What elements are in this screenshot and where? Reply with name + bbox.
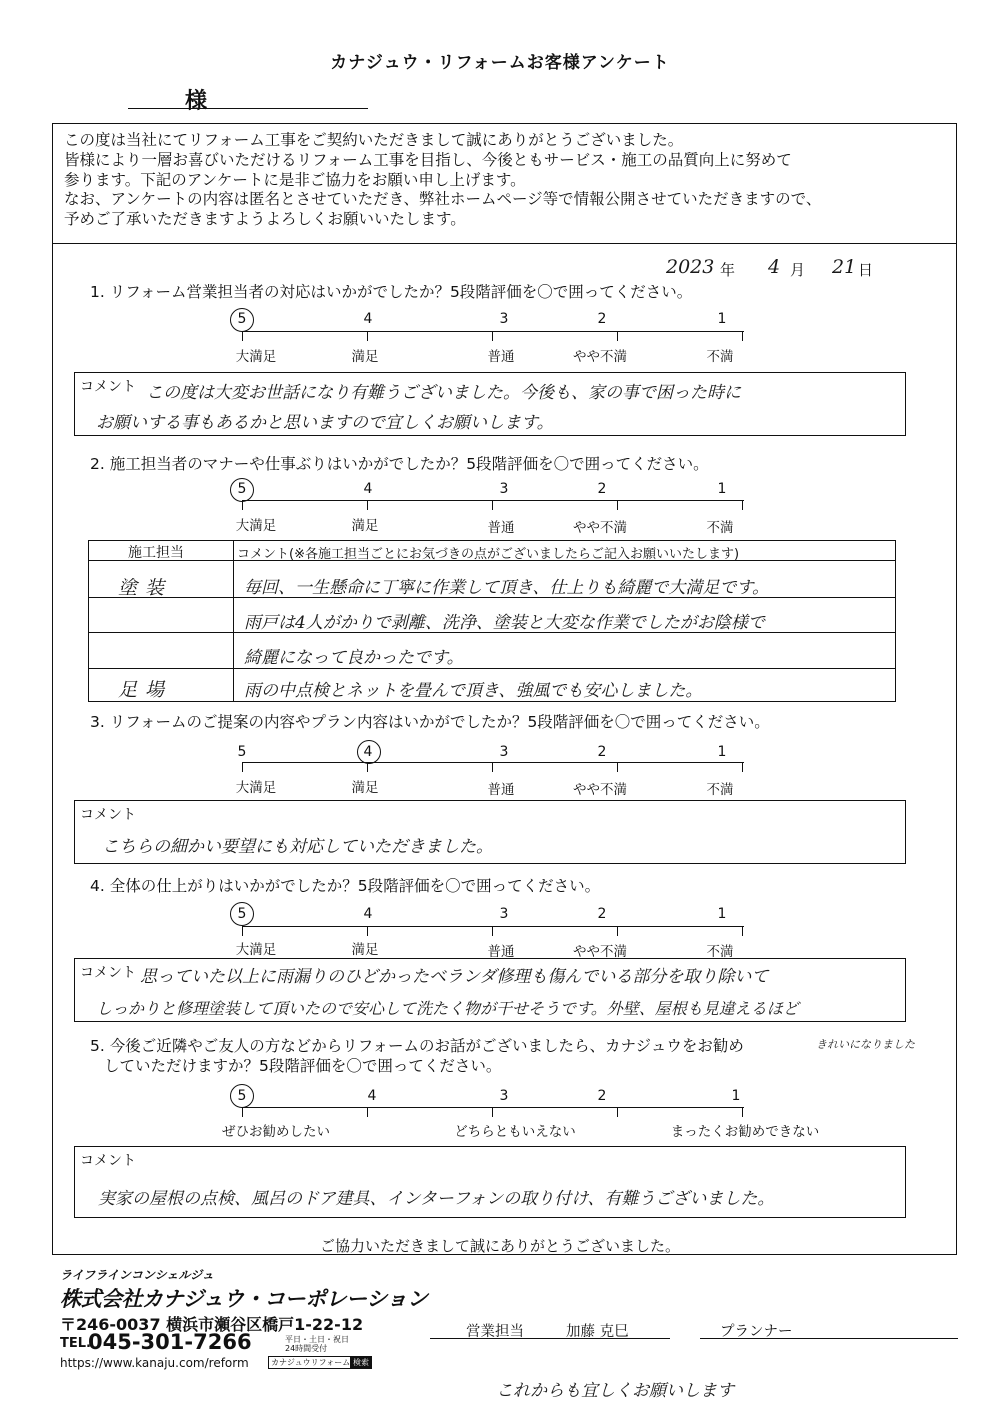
comment-label: コメント bbox=[80, 379, 136, 395]
sales-label: 営業担当 bbox=[466, 1324, 524, 1340]
scale-tick bbox=[492, 1107, 493, 1117]
scale-number: 3 bbox=[499, 481, 509, 497]
scale-number: 3 bbox=[499, 744, 509, 760]
scale-number: 4 bbox=[363, 906, 373, 922]
rating-scale-line bbox=[242, 1107, 744, 1108]
selected-rating-circle[interactable] bbox=[357, 740, 381, 764]
scale-label: 大満足 bbox=[235, 780, 277, 796]
thanks-message: ご協力いただきまして誠にありがとうございました。 bbox=[319, 1237, 680, 1255]
table-row-role: 塗装 bbox=[118, 577, 173, 599]
comment-label: コメント bbox=[80, 965, 136, 981]
scale-tick bbox=[242, 1107, 243, 1117]
scale-tick bbox=[367, 1107, 368, 1117]
handwritten-comment: 実家の屋根の点検、風呂のドア建具、インターフォンの取り付け、有難うございました。 bbox=[98, 1189, 775, 1209]
scale-tick bbox=[492, 762, 493, 772]
question-3: 3. リフォームのご提案の内容やプラン内容はいかがでしたか？5段階評価を〇で囲ってください。 bbox=[90, 713, 770, 731]
question-2: 2. 施工担当者のマナーや仕事ぶりはいかがでしたか？5段階評価を〇で囲ってください。 bbox=[90, 455, 709, 473]
comment-label: コメント bbox=[80, 807, 136, 823]
scale-label: やや不満 bbox=[573, 349, 627, 365]
intro-divider bbox=[52, 243, 957, 244]
table-row-comment: 綺麗になって良かったです。 bbox=[244, 648, 464, 668]
scale-label: 満足 bbox=[351, 518, 379, 534]
date-day: 21 bbox=[832, 256, 857, 278]
intro-line: 予めご了承いただきますようよろしくお願いいたします。 bbox=[64, 210, 466, 229]
scale-number: 1 bbox=[717, 906, 727, 922]
scale-number: 1 bbox=[717, 311, 727, 327]
scale-number: 1 bbox=[731, 1088, 741, 1104]
rating-scale-line bbox=[242, 762, 744, 763]
scale-number: 3 bbox=[499, 1088, 509, 1104]
scale-tick bbox=[617, 500, 618, 510]
scale-tick bbox=[492, 500, 493, 510]
company-address: 〒246-0037 横浜市瀬谷区橋戸1-22-12 bbox=[60, 1315, 364, 1334]
handwritten-comment: 思っていた以上に雨漏りのひどかったベランダ修理も傷んでいる部分を取り除いて bbox=[140, 967, 769, 987]
scale-label: やや不満 bbox=[573, 520, 627, 536]
survey-title: カナジュウ・リフォームお客様アンケート bbox=[330, 53, 670, 73]
scale-number: 5 bbox=[237, 481, 247, 497]
business-hours: 平日・土日・祝日 24時間受付 bbox=[285, 1335, 349, 1353]
company-phone: 045-301-7266 bbox=[88, 1330, 252, 1354]
scale-label: 普通 bbox=[487, 349, 515, 365]
search-badge: 検索 bbox=[350, 1356, 372, 1369]
comment-label: コメント bbox=[80, 1153, 136, 1169]
date-month: 4 bbox=[768, 256, 781, 278]
rating-scale-line bbox=[242, 331, 744, 332]
intro-line: 皆様により一層お喜びいただけるリフォーム工事を目指し、今後ともサービス・施工の品質向上に努めて bbox=[64, 150, 792, 169]
customer-name-line bbox=[128, 108, 368, 109]
scale-label: 不満 bbox=[706, 349, 734, 365]
table-row-comment: 雨戸は4人がかりで剥離、洗浄、塗装と大変な作業でしたがお陰様で bbox=[244, 613, 765, 633]
scale-label: 大満足 bbox=[235, 942, 277, 958]
scale-tick bbox=[367, 500, 368, 510]
scale-label: やや不満 bbox=[573, 944, 627, 960]
scale-label: 大満足 bbox=[235, 349, 277, 365]
intro-line: なお、アンケートの内容は匿名とさせていただき、弊社ホームページ等で情報公開させていただきますので、 bbox=[64, 190, 822, 209]
scale-number: 3 bbox=[499, 906, 509, 922]
scale-tick bbox=[492, 926, 493, 936]
scale-label: 普通 bbox=[487, 520, 515, 536]
rating-scale-line bbox=[242, 500, 744, 501]
scale-tick bbox=[242, 331, 243, 341]
date-day-unit: 日 bbox=[858, 261, 874, 279]
table-header-contractor: 施工担当 bbox=[128, 545, 184, 561]
scale-label: 満足 bbox=[351, 780, 379, 796]
scale-label: どちらともいえない bbox=[454, 1124, 576, 1140]
scale-tick bbox=[742, 500, 743, 510]
scale-tick bbox=[492, 331, 493, 341]
intro-line: この度は当社にてリフォーム工事をご契約いただきまして誠にありがとうございました。 bbox=[64, 131, 684, 149]
scale-number: 3 bbox=[499, 311, 509, 327]
scale-number: 4 bbox=[363, 481, 373, 497]
question-5-line1: 5. 今後ご近隣やご友人の方などからリフォームのお話がございましたら、カナジュウをお勧め bbox=[90, 1037, 744, 1055]
scale-tick bbox=[242, 762, 243, 772]
scale-tick bbox=[617, 1107, 618, 1117]
question-1: 1. リフォーム営業担当者の対応はいかがでしたか？5段階評価を〇で囲ってください。 bbox=[90, 283, 693, 301]
date-month-unit: 月 bbox=[790, 261, 806, 279]
scale-tick bbox=[742, 762, 743, 772]
scale-number: 5 bbox=[237, 311, 247, 327]
scale-number: 2 bbox=[597, 744, 607, 760]
handwritten-comment: こちらの細かい要望にも対応していただきました。 bbox=[102, 837, 493, 857]
tel-prefix: TEL. bbox=[60, 1336, 91, 1351]
scale-label: やや不満 bbox=[573, 782, 627, 798]
scale-label: 満足 bbox=[351, 942, 379, 958]
scale-tick bbox=[617, 331, 618, 341]
sales-name: 加藤 克巳 bbox=[566, 1324, 629, 1340]
scale-number: 4 bbox=[367, 1088, 377, 1104]
selected-rating-circle[interactable] bbox=[230, 478, 254, 502]
scale-tick bbox=[742, 926, 743, 936]
table-row-divider bbox=[88, 668, 896, 669]
closing-handwritten-note: これからも宜しくお願いします bbox=[496, 1381, 734, 1401]
scale-number: 4 bbox=[363, 311, 373, 327]
scale-label: ぜひお勧めしたい bbox=[222, 1124, 330, 1140]
company-tagline: ライフラインコンシェルジュ bbox=[60, 1268, 214, 1282]
handwritten-comment: しっかりと修理塗装して頂いたので安心して洗たく物が干せそうです。外壁、屋根も見違えるほど bbox=[96, 999, 799, 1018]
scale-tick bbox=[617, 762, 618, 772]
scale-label: 不満 bbox=[706, 944, 734, 960]
scale-number: 1 bbox=[717, 481, 727, 497]
date-year-unit: 年 bbox=[720, 261, 736, 279]
scale-label: 満足 bbox=[351, 349, 379, 365]
scale-label: 不満 bbox=[706, 520, 734, 536]
scale-number: 2 bbox=[597, 1088, 607, 1104]
table-row-comment: 雨の中点検とネットを畳んで頂き、強風でも安心しました。 bbox=[244, 681, 703, 701]
scale-tick bbox=[742, 331, 743, 341]
scale-number: 2 bbox=[597, 311, 607, 327]
scale-number: 5 bbox=[237, 1088, 247, 1104]
scale-tick bbox=[242, 926, 243, 936]
table-header-comment: コメント(※各施工担当ごとにお気づきの点がございましたらご記入お願いいたします) bbox=[237, 547, 740, 562]
selected-rating-circle[interactable] bbox=[230, 902, 254, 926]
scale-number: 1 bbox=[717, 744, 727, 760]
handwritten-comment: きれいになりました bbox=[816, 1038, 915, 1051]
sales-signature-line bbox=[430, 1338, 670, 1339]
scale-number: 2 bbox=[597, 481, 607, 497]
scale-tick bbox=[617, 926, 618, 936]
intro-text bbox=[64, 131, 821, 230]
handwritten-comment: お願いする事もあるかと思いますので宜しくお願いします。 bbox=[96, 413, 554, 433]
scale-number: 2 bbox=[597, 906, 607, 922]
scale-tick bbox=[367, 926, 368, 936]
scale-label: 普通 bbox=[487, 944, 515, 960]
question-4: 4. 全体の仕上がりはいかがでしたか？5段階評価を〇で囲ってください。 bbox=[90, 877, 601, 895]
scale-number: 5 bbox=[237, 744, 247, 760]
company-logo-name: 株式会社カナジュウ・コーポレーション bbox=[60, 1287, 428, 1311]
table-column-divider bbox=[233, 540, 234, 702]
table-row-comment: 毎回、一生懸命に丁寧に作業して頂き、仕上りも綺麗で大満足です。 bbox=[244, 578, 769, 598]
handwritten-comment: この度は大変お世話になり有難うございました。今後も、家の事で困った時に bbox=[146, 383, 741, 403]
intro-line: 参ります。下記のアンケートに是非ご協力をお願い申し上げます。 bbox=[64, 170, 526, 189]
search-keyword-badge: カナジュウリフォーム bbox=[268, 1356, 353, 1369]
scale-tick bbox=[742, 1107, 743, 1117]
planner-signature-line bbox=[700, 1338, 958, 1339]
selected-rating-circle[interactable] bbox=[230, 1084, 254, 1108]
scale-label: 大満足 bbox=[235, 518, 277, 534]
customer-honorific: 様 bbox=[185, 89, 208, 114]
scale-label: まったくお勧めできない bbox=[670, 1124, 820, 1140]
scale-label: 不満 bbox=[706, 782, 734, 798]
scale-number: 5 bbox=[237, 906, 247, 922]
date-year: 2023 bbox=[666, 256, 715, 278]
table-row-role: 足場 bbox=[118, 679, 173, 701]
question-5-line2: していただけますか？5段階評価を〇で囲ってください。 bbox=[104, 1057, 502, 1075]
rating-scale-line bbox=[242, 926, 744, 927]
scale-tick bbox=[367, 331, 368, 341]
selected-rating-circle[interactable] bbox=[230, 308, 254, 332]
company-url[interactable]: https://www.kanaju.com/reform bbox=[60, 1356, 249, 1370]
planner-label: プランナー bbox=[720, 1324, 793, 1340]
scale-label: 普通 bbox=[487, 782, 515, 798]
scale-number: 4 bbox=[363, 744, 373, 760]
